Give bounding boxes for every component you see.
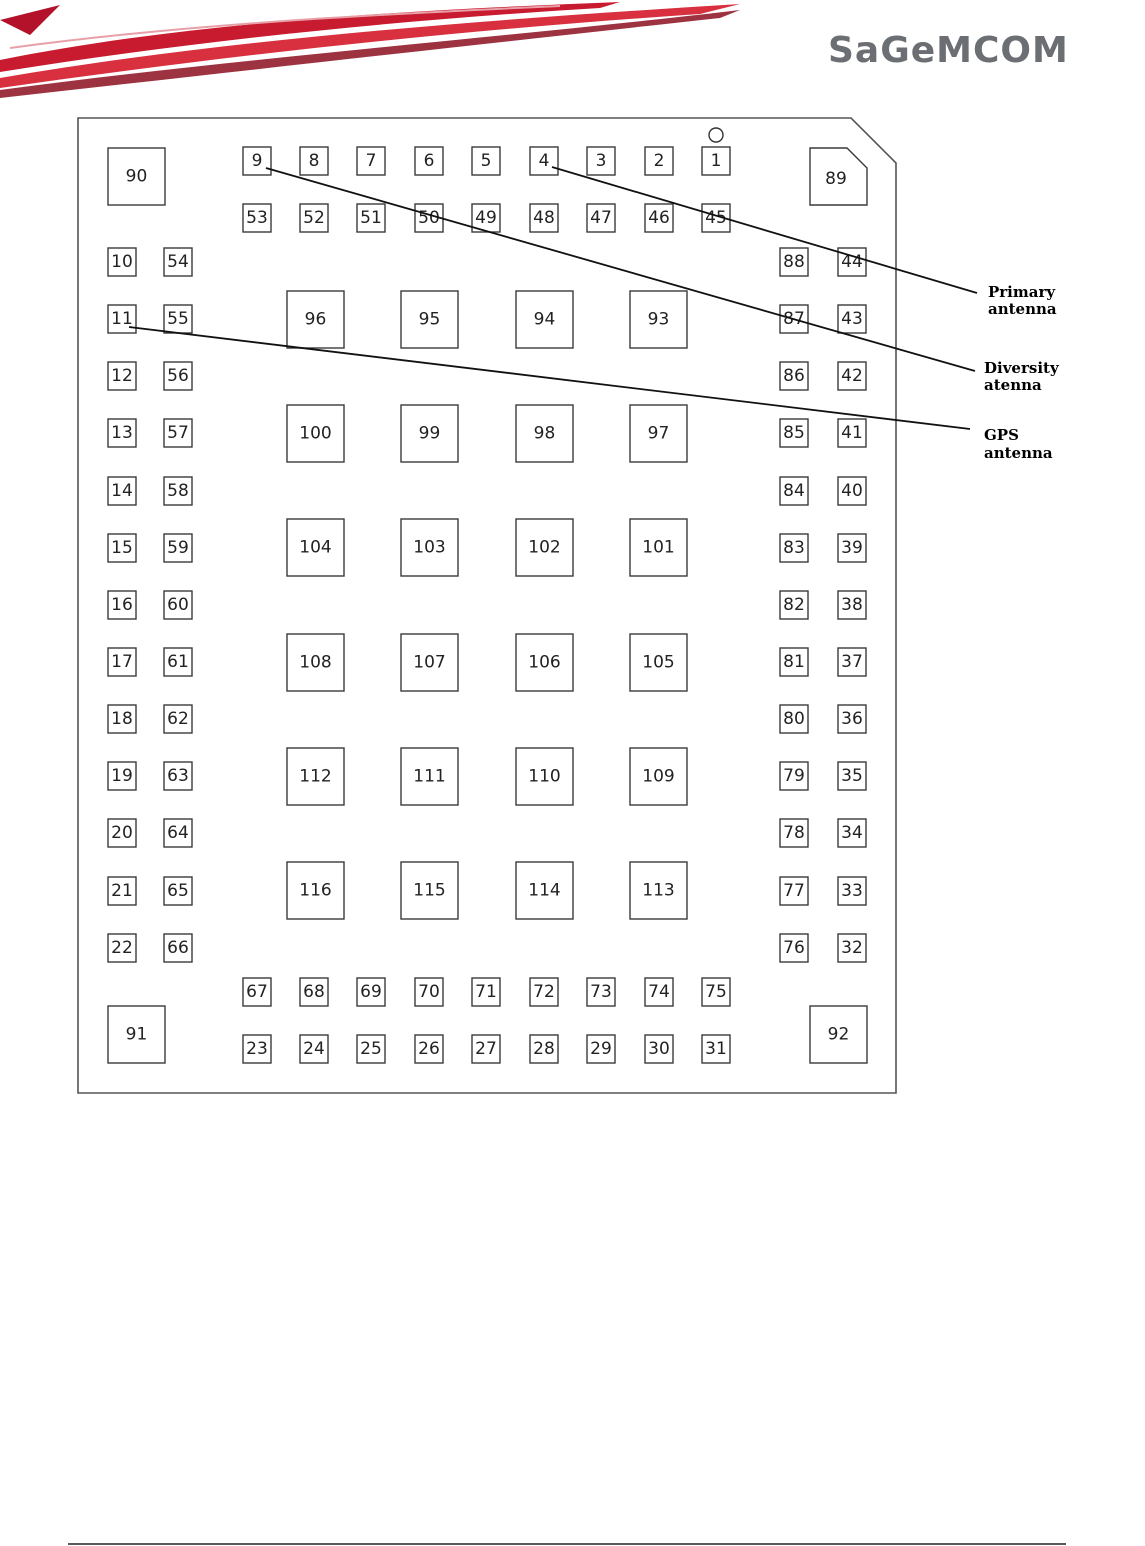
pad-14 xyxy=(108,477,136,505)
pad-label: 29 xyxy=(590,1039,612,1059)
pad-label: 19 xyxy=(111,766,133,786)
pad-label: 49 xyxy=(475,208,497,228)
pad-17 xyxy=(108,648,136,676)
pad-label: 28 xyxy=(533,1039,555,1059)
pad-label: 97 xyxy=(647,423,670,444)
pad-label: 54 xyxy=(167,252,189,272)
pad-90 xyxy=(108,148,165,205)
pad-100 xyxy=(287,405,344,462)
pad-label: 75 xyxy=(705,982,727,1002)
pad-13 xyxy=(108,419,136,447)
module-outline xyxy=(78,118,896,1093)
pad-28 xyxy=(530,1035,558,1063)
pad-24 xyxy=(300,1035,328,1063)
pad-label: 48 xyxy=(533,208,555,228)
pad-112 xyxy=(287,748,344,805)
pad-61 xyxy=(164,648,192,676)
pad-40 xyxy=(838,477,866,505)
pad-label: 10 xyxy=(111,252,133,272)
pad-label: 42 xyxy=(841,366,863,386)
pad-114 xyxy=(516,862,573,919)
pad-label: 68 xyxy=(303,982,325,1002)
pad-label: 60 xyxy=(167,595,189,615)
pad-11 xyxy=(108,305,136,333)
pad-53 xyxy=(243,204,271,232)
pad-label: 25 xyxy=(360,1039,382,1059)
pad-label: 55 xyxy=(167,309,189,329)
pad-18 xyxy=(108,705,136,733)
pad-91 xyxy=(108,1006,165,1063)
pad-79 xyxy=(780,762,808,790)
pad-101 xyxy=(630,519,687,576)
pad-label: 101 xyxy=(642,537,675,558)
pad-35 xyxy=(838,762,866,790)
pad-75 xyxy=(702,978,730,1006)
pad-label: 91 xyxy=(125,1024,148,1045)
pad-32 xyxy=(838,934,866,962)
pad-label: 50 xyxy=(418,208,440,228)
pad-label: 45 xyxy=(705,208,727,228)
pad-label: 18 xyxy=(111,709,133,729)
pad-label: 92 xyxy=(827,1024,850,1045)
gps-antenna-line2: antenna xyxy=(984,444,1053,462)
pad-label: 24 xyxy=(303,1039,325,1059)
pad-99 xyxy=(401,405,458,462)
pad-5 xyxy=(472,147,500,175)
pad-label: 100 xyxy=(299,423,332,444)
pad-label: 104 xyxy=(299,537,332,558)
pad-60 xyxy=(164,591,192,619)
pad-31 xyxy=(702,1035,730,1063)
gps-antenna-line1: GPS xyxy=(984,426,1019,444)
pad-label: 38 xyxy=(841,595,863,615)
pad-label: 70 xyxy=(418,982,440,1002)
pad-label: 112 xyxy=(299,766,332,787)
pad-label: 66 xyxy=(167,938,189,958)
pad-33 xyxy=(838,877,866,905)
pad-label: 84 xyxy=(783,481,805,501)
pad-label: 53 xyxy=(246,208,268,228)
pad-96 xyxy=(287,291,344,348)
pad-label: 116 xyxy=(299,880,332,901)
pad-54 xyxy=(164,248,192,276)
pad-label: 12 xyxy=(111,366,133,386)
pad-label: 59 xyxy=(167,538,189,558)
pad-102 xyxy=(516,519,573,576)
sagemcom-logo: SaGeMCOM xyxy=(828,30,1069,71)
pad-label: 64 xyxy=(167,823,189,843)
pad-93 xyxy=(630,291,687,348)
pad-label: 3 xyxy=(595,151,607,171)
pad-63 xyxy=(164,762,192,790)
pad-86 xyxy=(780,362,808,390)
pad-label: 72 xyxy=(533,982,555,1002)
pad-label: 76 xyxy=(783,938,805,958)
pad-label: 58 xyxy=(167,481,189,501)
pad-106 xyxy=(516,634,573,691)
diversity-antenna-line2: atenna xyxy=(984,376,1042,394)
pad-label: 23 xyxy=(246,1039,268,1059)
pad-69 xyxy=(357,978,385,1006)
pad-52 xyxy=(300,204,328,232)
pad-label: 105 xyxy=(642,652,675,673)
pad-2 xyxy=(645,147,673,175)
pad-label: 62 xyxy=(167,709,189,729)
pad-34 xyxy=(838,819,866,847)
pad-73 xyxy=(587,978,615,1006)
pad-label: 109 xyxy=(642,766,675,787)
pad-label: 93 xyxy=(647,309,670,330)
pad-label: 81 xyxy=(783,652,805,672)
pad-58 xyxy=(164,477,192,505)
antenna-label-diversity xyxy=(984,359,1060,394)
pad-label: 34 xyxy=(841,823,863,843)
pad-label: 86 xyxy=(783,366,805,386)
pad-95 xyxy=(401,291,458,348)
pad-29 xyxy=(587,1035,615,1063)
pad-label: 5 xyxy=(480,151,492,171)
pad-label: 114 xyxy=(528,880,561,901)
pad-26 xyxy=(415,1035,443,1063)
pad-label: 27 xyxy=(475,1039,497,1059)
pad-label: 96 xyxy=(304,309,327,330)
pad-label: 67 xyxy=(246,982,268,1002)
antenna-label-gps xyxy=(984,426,1053,462)
pad-label: 6 xyxy=(423,151,435,171)
pad-37 xyxy=(838,648,866,676)
pad-label: 108 xyxy=(299,652,332,673)
pad-47 xyxy=(587,204,615,232)
pad-label: 110 xyxy=(528,766,561,787)
pad-36 xyxy=(838,705,866,733)
pad-92 xyxy=(810,1006,867,1063)
pad-label: 7 xyxy=(365,151,377,171)
primary-antenna-line1: Primary xyxy=(988,283,1056,301)
pad-label: 63 xyxy=(167,766,189,786)
pad-103 xyxy=(401,519,458,576)
pad-label: 2 xyxy=(653,151,665,171)
pad-label: 22 xyxy=(111,938,133,958)
pad-10 xyxy=(108,248,136,276)
pad-label: 43 xyxy=(841,309,863,329)
pad-83 xyxy=(780,534,808,562)
pad-label: 98 xyxy=(533,423,556,444)
pad-label: 99 xyxy=(418,423,441,444)
pad-label: 36 xyxy=(841,709,863,729)
pad-label: 65 xyxy=(167,881,189,901)
pad-label: 13 xyxy=(111,423,133,443)
pad-104 xyxy=(287,519,344,576)
pad-label: 102 xyxy=(528,537,561,558)
primary-antenna-line2: antenna xyxy=(988,300,1057,318)
pad-30 xyxy=(645,1035,673,1063)
pad-label: 15 xyxy=(111,538,133,558)
pad-label: 61 xyxy=(167,652,189,672)
pad-label: 82 xyxy=(783,595,805,615)
pad-label: 74 xyxy=(648,982,670,1002)
pad-label: 71 xyxy=(475,982,497,1002)
pad-116 xyxy=(287,862,344,919)
pad-label: 115 xyxy=(413,880,446,901)
pad-65 xyxy=(164,877,192,905)
pad-9 xyxy=(243,147,271,175)
pad-label: 85 xyxy=(783,423,805,443)
pad-27 xyxy=(472,1035,500,1063)
pad-39 xyxy=(838,534,866,562)
pad-20 xyxy=(108,819,136,847)
pad-label: 87 xyxy=(783,309,805,329)
pad-label: 103 xyxy=(413,537,446,558)
header-swoosh xyxy=(0,2,740,98)
pad-67 xyxy=(243,978,271,1006)
pad-label: 90 xyxy=(125,166,148,187)
pad-label: 37 xyxy=(841,652,863,672)
pad-label: 32 xyxy=(841,938,863,958)
pad-label: 79 xyxy=(783,766,805,786)
pad-label: 80 xyxy=(783,709,805,729)
pad-label: 89 xyxy=(825,169,847,189)
pad-label: 94 xyxy=(533,309,556,330)
pad-label: 11 xyxy=(111,309,133,329)
pad-label: 56 xyxy=(167,366,189,386)
pad-85 xyxy=(780,419,808,447)
pad-68 xyxy=(300,978,328,1006)
pad-97 xyxy=(630,405,687,462)
pad-label: 17 xyxy=(111,652,133,672)
pad-8 xyxy=(300,147,328,175)
pad-label: 57 xyxy=(167,423,189,443)
pad-57 xyxy=(164,419,192,447)
pad-label: 113 xyxy=(642,880,675,901)
pad-label: 111 xyxy=(413,766,446,787)
pad-41 xyxy=(838,419,866,447)
pad-label: 30 xyxy=(648,1039,670,1059)
pad-label: 40 xyxy=(841,481,863,501)
pad-113 xyxy=(630,862,687,919)
pad-label: 41 xyxy=(841,423,863,443)
pad-label: 47 xyxy=(590,208,612,228)
pad-label: 33 xyxy=(841,881,863,901)
pad-62 xyxy=(164,705,192,733)
pad-label: 88 xyxy=(783,252,805,272)
pad-51 xyxy=(357,204,385,232)
pad-94 xyxy=(516,291,573,348)
pad-1 xyxy=(702,147,730,175)
pad-59 xyxy=(164,534,192,562)
pad-4 xyxy=(530,147,558,175)
pad-56 xyxy=(164,362,192,390)
pad-82 xyxy=(780,591,808,619)
pad-label: 21 xyxy=(111,881,133,901)
pad-label: 52 xyxy=(303,208,325,228)
pad-81 xyxy=(780,648,808,676)
pad-label: 31 xyxy=(705,1039,727,1059)
pad-16 xyxy=(108,591,136,619)
pad-74 xyxy=(645,978,673,1006)
pad-105 xyxy=(630,634,687,691)
pad-label: 9 xyxy=(251,151,263,171)
pad-76 xyxy=(780,934,808,962)
pad-70 xyxy=(415,978,443,1006)
pad-25 xyxy=(357,1035,385,1063)
pad-115 xyxy=(401,862,458,919)
pad-21 xyxy=(108,877,136,905)
pad-label: 35 xyxy=(841,766,863,786)
pad-98 xyxy=(516,405,573,462)
pad-72 xyxy=(530,978,558,1006)
antenna-label-primary xyxy=(988,283,1057,318)
pad-label: 106 xyxy=(528,652,561,673)
diversity-antenna-line1: Diversity xyxy=(984,359,1059,377)
pad-label: 51 xyxy=(360,208,382,228)
pad-110 xyxy=(516,748,573,805)
pad-label: 26 xyxy=(418,1039,440,1059)
pad-43 xyxy=(838,305,866,333)
pad-48 xyxy=(530,204,558,232)
pad-label: 8 xyxy=(308,151,320,171)
pad-7 xyxy=(357,147,385,175)
pad-84 xyxy=(780,477,808,505)
pad-64 xyxy=(164,819,192,847)
pad-label: 14 xyxy=(111,481,133,501)
pad-55 xyxy=(164,305,192,333)
pad-label: 83 xyxy=(783,538,805,558)
pad-108 xyxy=(287,634,344,691)
pad-66 xyxy=(164,934,192,962)
pad-label: 73 xyxy=(590,982,612,1002)
pad-46 xyxy=(645,204,673,232)
pad-12 xyxy=(108,362,136,390)
pad-88 xyxy=(780,248,808,276)
pad-label: 77 xyxy=(783,881,805,901)
pad-19 xyxy=(108,762,136,790)
pad-label: 4 xyxy=(538,151,550,171)
pad-78 xyxy=(780,819,808,847)
pad-label: 46 xyxy=(648,208,670,228)
pad-label: 16 xyxy=(111,595,133,615)
pad-label: 69 xyxy=(360,982,382,1002)
pad-label: 78 xyxy=(783,823,805,843)
pad-107 xyxy=(401,634,458,691)
pad-label: 39 xyxy=(841,538,863,558)
pad-label: 95 xyxy=(418,309,441,330)
pad-label: 107 xyxy=(413,652,446,673)
pad-6 xyxy=(415,147,443,175)
pad-15 xyxy=(108,534,136,562)
pad-71 xyxy=(472,978,500,1006)
pad-80 xyxy=(780,705,808,733)
pad-111 xyxy=(401,748,458,805)
pad-label: 20 xyxy=(111,823,133,843)
pad-109 xyxy=(630,748,687,805)
pad-3 xyxy=(587,147,615,175)
pad-23 xyxy=(243,1035,271,1063)
pad-42 xyxy=(838,362,866,390)
pad-38 xyxy=(838,591,866,619)
pad-77 xyxy=(780,877,808,905)
pad-label: 1 xyxy=(710,151,722,171)
pad-22 xyxy=(108,934,136,962)
pad-label: 44 xyxy=(841,252,863,272)
